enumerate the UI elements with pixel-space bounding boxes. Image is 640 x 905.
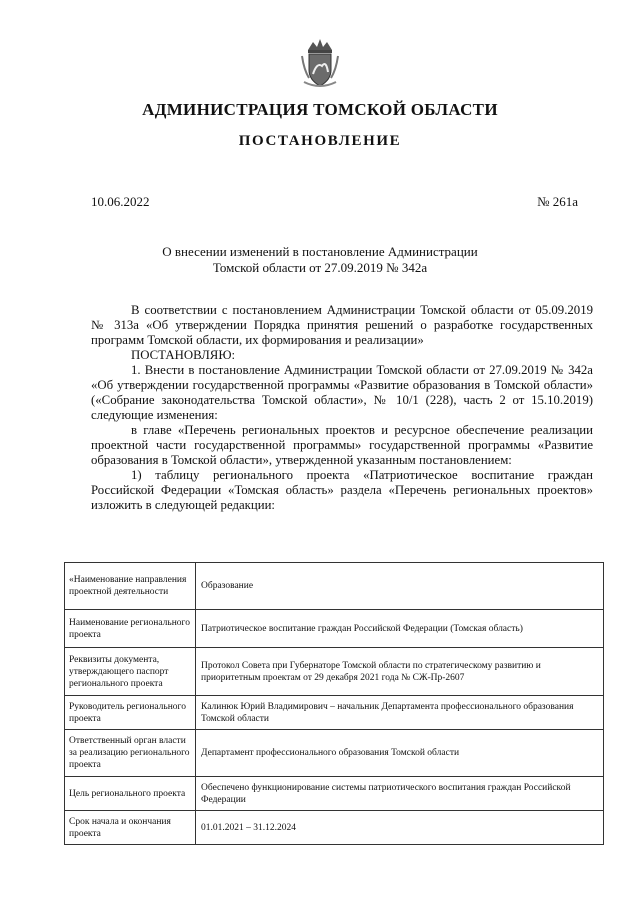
subject-line-1: О внесении изменений в постановление Администрации: [162, 244, 478, 259]
coat-of-arms-icon: [300, 36, 340, 90]
row-value: Обеспечено функционирование системы патриотического воспитания граждан Российской Федерации: [196, 777, 604, 811]
row-value: Департамент профессионального образования Томской области: [196, 730, 604, 777]
document-date: 10.06.2022: [91, 194, 150, 209]
table-row: [65, 563, 604, 610]
table-row: [65, 730, 604, 777]
table-row: [65, 610, 604, 648]
project-passport-table: [64, 562, 604, 845]
row-label: «Наименование направления проектной деятельности: [65, 563, 196, 610]
table-row: [65, 648, 604, 696]
body-paragraph: В соответствии с постановлением Администрации Томской области от 05.09.2019 № 313а «Об утверждении Порядка принятия решений о разработке государственных программ Томской области, их формирования и реализации»: [91, 303, 593, 347]
subject-line-2: Томской области от 27.09.2019 № 342а: [212, 260, 428, 275]
table-row: [65, 777, 604, 811]
table-row: [65, 811, 604, 845]
row-label: Ответственный орган власти за реализацию регионального проекта: [65, 730, 196, 777]
row-value: Калинюк Юрий Владимирович – начальник Департамента профессионального образования Томской области: [196, 696, 604, 730]
organization-title: АДМИНИСТРАЦИЯ ТОМСКОЙ ОБЛАСТИ: [142, 100, 498, 119]
row-value: Образование: [196, 563, 604, 610]
table-row: [65, 696, 604, 730]
row-value: Протокол Совета при Губернаторе Томской области по стратегическому развитию и приоритетным проектам от 29 декабря 2021 года № СЖ-Пр-2607: [196, 648, 604, 696]
row-label: Руководитель регионального проекта: [65, 696, 196, 730]
row-label: Реквизиты документа, утверждающего паспорт регионального проекта: [65, 648, 196, 696]
document-body: [91, 303, 593, 513]
body-paragraph: в главе «Перечень региональных проектов и ресурсное обеспечение реализации проектной части государственной программы» государственной программы «Развитие образования в Томской области», утвержденной указанным постановлением:: [91, 423, 593, 467]
body-paragraph: 1) таблицу регионального проекта «Патриотическое воспитание граждан Российской Федерации «Томская область» раздела «Перечень региональных проектов» изложить в следующей редакции:: [91, 468, 593, 512]
document-number: № 261а: [537, 194, 578, 209]
row-value: 01.01.2021 – 31.12.2024: [196, 811, 604, 845]
row-label: Наименование регионального проекта: [65, 610, 196, 648]
row-label: Срок начала и окончания проекта: [65, 811, 196, 845]
resolution-word: ПОСТАНОВЛЯЮ:: [131, 348, 236, 362]
document-type-title: ПОСТАНОВЛЕНИЕ: [238, 133, 402, 149]
row-value: Патриотическое воспитание граждан Российской Федерации (Томская область): [196, 610, 604, 648]
body-paragraph: 1. Внести в постановление Администрации Томской области от 27.09.2019 № 342а «Об утверждении государственной программы «Развитие образования в Томской области» («Собрание законодательства Томской области», № 10/1 (228), часть 2 от 15.10.2019) следующие изменения:: [91, 363, 593, 422]
document-subject: [150, 244, 490, 276]
row-label: Цель регионального проекта: [65, 777, 196, 811]
